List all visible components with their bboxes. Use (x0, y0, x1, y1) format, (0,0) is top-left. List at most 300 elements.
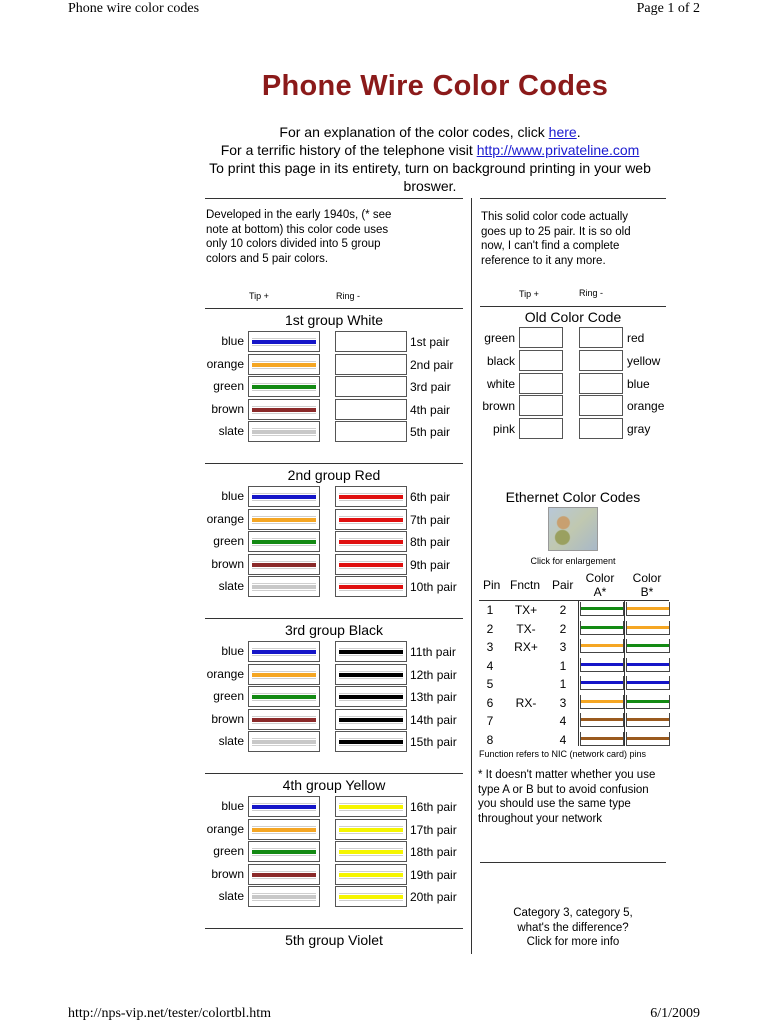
eth-wire-edge (580, 695, 581, 709)
tip-color-label: green (213, 689, 244, 703)
eth-wire-color (581, 663, 623, 666)
wire-highlight (339, 516, 403, 517)
eth-wire-edge (626, 726, 670, 727)
here-link[interactable]: here (548, 124, 577, 140)
tip-color-label: brown (211, 711, 244, 726)
eth-color-b-swatch (626, 602, 670, 616)
eth-pin: 4 (486, 658, 494, 673)
wire-highlight (252, 678, 316, 679)
eth-wire-color (581, 737, 623, 740)
pair-label: 9th pair (410, 557, 451, 572)
wire-highlight (252, 738, 316, 739)
wire-highlight (252, 368, 316, 369)
eth-color-a-swatch (580, 713, 624, 727)
wire-highlight (339, 583, 403, 584)
col-header-pin: Pin (483, 578, 501, 592)
eth-color-a-swatch (580, 621, 624, 635)
eth-wire-edge (580, 658, 581, 672)
wire-bar (339, 518, 403, 522)
ethernet-thumbnail[interactable] (548, 507, 598, 551)
pair-label: 3rd pair (410, 380, 451, 394)
eth-wire-edge (626, 695, 627, 709)
tip-color-label: slate (218, 579, 244, 593)
eth-wire-color (581, 681, 623, 684)
eth-header-line (479, 600, 669, 601)
ethernet-title: Ethernet Color Codes (505, 489, 641, 505)
wire-highlight (252, 523, 316, 524)
wire-highlight (252, 545, 316, 546)
eth-color-b-swatch (626, 695, 670, 709)
group-divider (205, 463, 463, 464)
eth-pair: 3 (559, 695, 567, 710)
wire-highlight (252, 516, 316, 517)
eth-pin: 2 (486, 621, 494, 636)
old-ring-label: orange (627, 399, 665, 414)
intro-block (180, 123, 680, 195)
tip-wire-swatch (248, 641, 320, 662)
tip-color-label: orange (206, 666, 244, 681)
eth-wire-edge (580, 602, 581, 616)
wire-highlight (339, 900, 403, 901)
eth-wire-edge (626, 602, 627, 616)
tip-label-right: Tip + (519, 289, 539, 299)
intro-line-2: For a terrific history of the telephone visit http://www.privateline.com (220, 142, 640, 158)
eth-pair: 2 (559, 603, 567, 617)
group-divider (205, 773, 463, 774)
eth-wire-edge (623, 676, 624, 690)
wire-highlight (252, 413, 316, 414)
tip-color-label: blue (221, 644, 244, 658)
eth-function: RX+ (514, 640, 538, 654)
old-tip-label: brown (482, 399, 515, 414)
wire-bar (339, 850, 403, 854)
old-ring-swatch (579, 350, 623, 371)
right-note: This solid color code actually goes up to 25 pair. It is so old now, I can't find a complete reference to it any more. (481, 211, 631, 267)
eth-pin: 3 (486, 640, 494, 654)
tip-color-label: green (213, 379, 244, 393)
eth-pair: 1 (559, 677, 567, 691)
eth-pin: 6 (486, 695, 494, 710)
wire-bar (339, 563, 403, 567)
wire-bar (252, 585, 316, 589)
wire-highlight (252, 361, 316, 362)
ring-wire-swatch (335, 796, 407, 817)
wire-bar (252, 518, 316, 522)
ring-wire-swatch (335, 686, 407, 707)
wire-highlight (252, 406, 316, 407)
eth-color-a-swatch (580, 658, 624, 672)
eth-wire-edge (623, 621, 624, 635)
eth-pin: 1 (486, 603, 494, 617)
wire-highlight (339, 716, 403, 717)
eth-wire-color (627, 681, 669, 684)
tip-wire-swatch (248, 796, 320, 817)
wire-bar (252, 805, 316, 809)
wire-bar (252, 650, 316, 654)
eth-wire-color (581, 718, 623, 721)
tip-color-label: brown (211, 556, 244, 571)
wire-highlight (339, 671, 403, 672)
wire-bar (339, 895, 403, 899)
wire-highlight (252, 693, 316, 694)
pair-label: 19th pair (410, 867, 457, 882)
wire-bar (252, 873, 316, 877)
eth-wire-color (627, 700, 669, 703)
eth-color-b-swatch (626, 658, 670, 672)
old-ring-label: gray (627, 422, 651, 437)
left-note: Developed in the early 1940s, (* see note at bottom) this color code uses only 10 colors divided into 5 group colors and 5 pair colors. (206, 209, 392, 265)
wire-bar (252, 740, 316, 744)
group-divider (205, 308, 463, 309)
wire-highlight (252, 568, 316, 569)
tip-wire-swatch (248, 486, 320, 507)
eth-wire-edge (580, 708, 624, 709)
wire-highlight (339, 493, 403, 494)
eth-wire-edge (626, 689, 670, 690)
wire-highlight (339, 826, 403, 827)
wire-highlight (339, 700, 403, 701)
type-note: * It doesn't matter whether you use type A or B but to avoid confusion you should use the same type throughout your network (478, 769, 656, 825)
intro-line-4: broswer. (403, 178, 457, 194)
intro-line-1: For an explanation of the color codes, click here. (279, 124, 581, 140)
eth-wire-edge (623, 713, 624, 727)
eth-color-b-swatch (626, 732, 670, 746)
wire-highlight (252, 833, 316, 834)
wire-highlight (339, 723, 403, 724)
wire-bar (252, 363, 316, 367)
wire-highlight (339, 561, 403, 562)
wire-highlight (252, 671, 316, 672)
ring-wire-swatch (335, 841, 407, 862)
wire-highlight (252, 493, 316, 494)
wire-bar (252, 430, 316, 434)
tip-wire-swatch (248, 331, 320, 352)
page-title: Phone Wire Color Codes (261, 70, 609, 102)
eth-wire-edge (580, 732, 581, 746)
wire-highlight (252, 810, 316, 811)
col-header-color-b: Color B* (632, 571, 662, 599)
wire-bar (252, 340, 316, 344)
group-title: 3rd group Black (284, 622, 384, 638)
wire-highlight (252, 900, 316, 901)
eth-wire-edge (580, 671, 624, 672)
old-tip-swatch (519, 418, 563, 439)
eth-wire-edge (626, 671, 670, 672)
old-ring-swatch (579, 373, 623, 394)
eth-wire-edge (580, 652, 624, 653)
tip-wire-swatch (248, 554, 320, 575)
group-title: 2nd group Red (287, 467, 381, 483)
pair-label: 2nd pair (410, 357, 454, 372)
eth-wire-edge (580, 745, 624, 746)
old-tip-label: green (484, 331, 515, 345)
wire-highlight (252, 583, 316, 584)
eth-wire-edge (623, 639, 624, 653)
eth-function: RX- (515, 695, 537, 710)
pair-label: 15th pair (410, 735, 457, 749)
ethernet-footnote: Function refers to NIC (network card) pins (479, 749, 647, 759)
wire-highlight (339, 648, 403, 649)
eth-wire-edge (580, 689, 624, 690)
wire-bar (339, 695, 403, 699)
tip-wire-swatch (248, 421, 320, 442)
old-tip-swatch (519, 395, 563, 416)
tip-wire-swatch (248, 686, 320, 707)
old-ring-label: blue (627, 376, 650, 391)
wire-highlight (339, 538, 403, 539)
wire-highlight (339, 833, 403, 834)
eth-wire-edge (626, 658, 627, 672)
pair-label: 16th pair (410, 800, 457, 814)
ring-label-right: Ring - (579, 288, 604, 298)
ring-wire-swatch (335, 664, 407, 685)
wire-highlight (339, 878, 403, 879)
group-title: 5th group Violet (285, 932, 383, 948)
pair-label: 11th pair (410, 645, 456, 659)
eth-color-a-swatch (580, 639, 624, 653)
tip-color-label: slate (218, 889, 244, 903)
tip-color-label: green (213, 844, 244, 858)
tip-color-label: blue (221, 799, 244, 813)
wire-highlight (252, 700, 316, 701)
eth-wire-color (581, 607, 623, 610)
eth-wire-edge (669, 639, 670, 653)
eth-wire-edge (580, 676, 581, 690)
old-ring-label: yellow (627, 353, 661, 368)
wire-highlight (252, 893, 316, 894)
tip-wire-swatch (248, 531, 320, 552)
eth-wire-edge (626, 732, 627, 746)
eth-wire-color (627, 663, 669, 666)
wire-bar (252, 540, 316, 544)
tip-wire-swatch (248, 664, 320, 685)
old-ring-swatch (579, 327, 623, 348)
tip-wire-swatch (248, 841, 320, 862)
wire-highlight (252, 878, 316, 879)
ring-wire-swatch (335, 399, 407, 420)
eth-pair: 4 (559, 714, 567, 728)
eth-color-a-swatch (580, 602, 624, 616)
wire-highlight (339, 523, 403, 524)
wire-highlight (339, 500, 403, 501)
wire-bar (252, 895, 316, 899)
right-top-divider (480, 198, 666, 199)
tip-color-label: slate (218, 424, 244, 438)
tip-wire-swatch (248, 376, 320, 397)
eth-wire-edge (580, 634, 624, 635)
eth-wire-edge (623, 732, 624, 746)
wire-highlight (252, 716, 316, 717)
ring-wire-swatch (335, 331, 407, 352)
old-tip-label: white (486, 376, 515, 391)
eth-wire-edge (580, 621, 581, 635)
intro-line-3: To print this page in its entirety, turn on background printing in your web (209, 160, 651, 176)
ring-wire-swatch (335, 354, 407, 375)
eth-wire-edge (626, 713, 627, 727)
wire-highlight (252, 538, 316, 539)
wire-highlight (339, 893, 403, 894)
old-tip-swatch (519, 350, 563, 371)
wire-bar (339, 495, 403, 499)
wire-bar (252, 495, 316, 499)
old-code-title: Old Color Code (524, 309, 622, 325)
wire-highlight (252, 655, 316, 656)
wire-bar (339, 740, 403, 744)
col-header-pair: Pair (552, 578, 574, 592)
ring-wire-swatch (335, 819, 407, 840)
eth-wire-color (581, 700, 623, 703)
pair-label: 8th pair (410, 535, 451, 549)
eth-wire-edge (580, 713, 581, 727)
pair-label: 20th pair (410, 890, 457, 904)
eth-wire-edge (626, 615, 670, 616)
tip-color-label: green (213, 534, 244, 548)
wire-highlight (252, 745, 316, 746)
footer-date: 6/1/2009 (650, 1006, 700, 1021)
eth-wire-color (627, 626, 669, 629)
tip-wire-swatch (248, 354, 320, 375)
eth-wire-color (627, 718, 669, 721)
tip-color-label: brown (211, 866, 244, 881)
eth-wire-edge (669, 713, 670, 727)
wire-highlight (339, 568, 403, 569)
wire-bar (252, 695, 316, 699)
wire-bar (339, 805, 403, 809)
wire-highlight (339, 871, 403, 872)
pair-label: 12th pair (410, 667, 457, 682)
wire-highlight (252, 345, 316, 346)
left-top-divider (205, 198, 463, 199)
tip-wire-swatch (248, 819, 320, 840)
eth-color-a-swatch (580, 695, 624, 709)
wire-highlight (339, 855, 403, 856)
eth-color-a-swatch (580, 676, 624, 690)
pair-label: 1st pair (410, 335, 450, 349)
wire-highlight (252, 500, 316, 501)
eth-wire-edge (626, 745, 670, 746)
col-header-fnctn: Fnctn (510, 578, 541, 592)
tip-color-label: orange (206, 356, 244, 371)
column-divider (471, 198, 472, 954)
eth-wire-edge (669, 676, 670, 690)
wire-highlight (339, 590, 403, 591)
wire-bar (252, 563, 316, 567)
eth-pair: 2 (559, 621, 567, 636)
ring-wire-swatch (335, 376, 407, 397)
page-number: Page 1 of 2 (636, 1, 700, 16)
wire-bar (339, 828, 403, 832)
pair-label: 7th pair (410, 512, 451, 527)
old-code-divider (480, 306, 666, 307)
tip-wire-swatch (248, 709, 320, 730)
eth-wire-edge (623, 658, 624, 672)
wire-bar (252, 385, 316, 389)
tip-color-label: orange (206, 511, 244, 526)
eth-wire-edge (669, 658, 670, 672)
wire-highlight (252, 803, 316, 804)
eth-color-b-swatch (626, 676, 670, 690)
old-ring-swatch (579, 418, 623, 439)
wire-highlight (252, 435, 316, 436)
eth-wire-edge (626, 708, 670, 709)
tip-color-label: brown (211, 401, 244, 416)
old-tip-swatch (519, 327, 563, 348)
eth-wire-edge (580, 726, 624, 727)
pair-label: 17th pair (410, 822, 457, 837)
ring-wire-swatch (335, 641, 407, 662)
wire-highlight (252, 561, 316, 562)
wire-bar (252, 718, 316, 722)
footer-url: http://nps-vip.net/tester/colortbl.htm (68, 1006, 271, 1021)
eth-pin: 8 (486, 732, 494, 747)
col-header-color-a: Color A* (585, 571, 615, 599)
eth-color-b-swatch (626, 713, 670, 727)
wire-highlight (339, 678, 403, 679)
ring-wire-swatch (335, 709, 407, 730)
group-title: 4th group Yellow (282, 777, 386, 793)
category-link[interactable]: Category 3, category 5, what's the difference? Click for more info (513, 907, 633, 948)
right-bottom-divider (480, 862, 666, 863)
eth-function: TX- (516, 621, 536, 636)
pair-label: 4th pair (410, 402, 451, 417)
wire-highlight (252, 428, 316, 429)
tip-wire-swatch (248, 864, 320, 885)
wire-highlight (339, 693, 403, 694)
eth-wire-edge (623, 602, 624, 616)
eth-wire-edge (626, 639, 627, 653)
ring-wire-swatch (335, 864, 407, 885)
eth-pair: 4 (559, 732, 567, 747)
privateline-link[interactable]: http://www.privateline.com (476, 142, 640, 158)
old-tip-label: pink (492, 422, 515, 437)
tip-color-label: blue (221, 489, 244, 503)
eth-function: TX+ (514, 603, 538, 617)
eth-wire-edge (626, 652, 670, 653)
enlargement-caption[interactable]: Click for enlargement (530, 556, 616, 566)
wire-highlight (252, 871, 316, 872)
tip-color-label: blue (221, 334, 244, 348)
eth-pair: 1 (559, 658, 567, 673)
group-divider (205, 618, 463, 619)
pair-label: 6th pair (410, 490, 451, 504)
eth-wire-edge (580, 615, 624, 616)
tip-wire-swatch (248, 731, 320, 752)
tip-label-left: Tip + (249, 291, 269, 301)
eth-pair: 3 (559, 640, 567, 654)
pair-label: 5th pair (410, 425, 451, 439)
wire-bar (339, 650, 403, 654)
wire-highlight (339, 545, 403, 546)
eth-color-a-swatch (580, 732, 624, 746)
wire-highlight (252, 338, 316, 339)
wire-highlight (252, 723, 316, 724)
wire-bar (339, 540, 403, 544)
wire-bar (252, 408, 316, 412)
old-tip-label: black (486, 353, 515, 368)
wire-bar (339, 585, 403, 589)
eth-wire-edge (623, 695, 624, 709)
wire-highlight (339, 745, 403, 746)
wire-bar (339, 673, 403, 677)
ring-wire-swatch (335, 731, 407, 752)
ring-wire-swatch (335, 886, 407, 907)
wire-highlight (252, 390, 316, 391)
wire-bar (252, 673, 316, 677)
wire-highlight (252, 826, 316, 827)
eth-wire-edge (580, 639, 581, 653)
eth-wire-color (581, 626, 623, 629)
eth-wire-edge (626, 621, 627, 635)
